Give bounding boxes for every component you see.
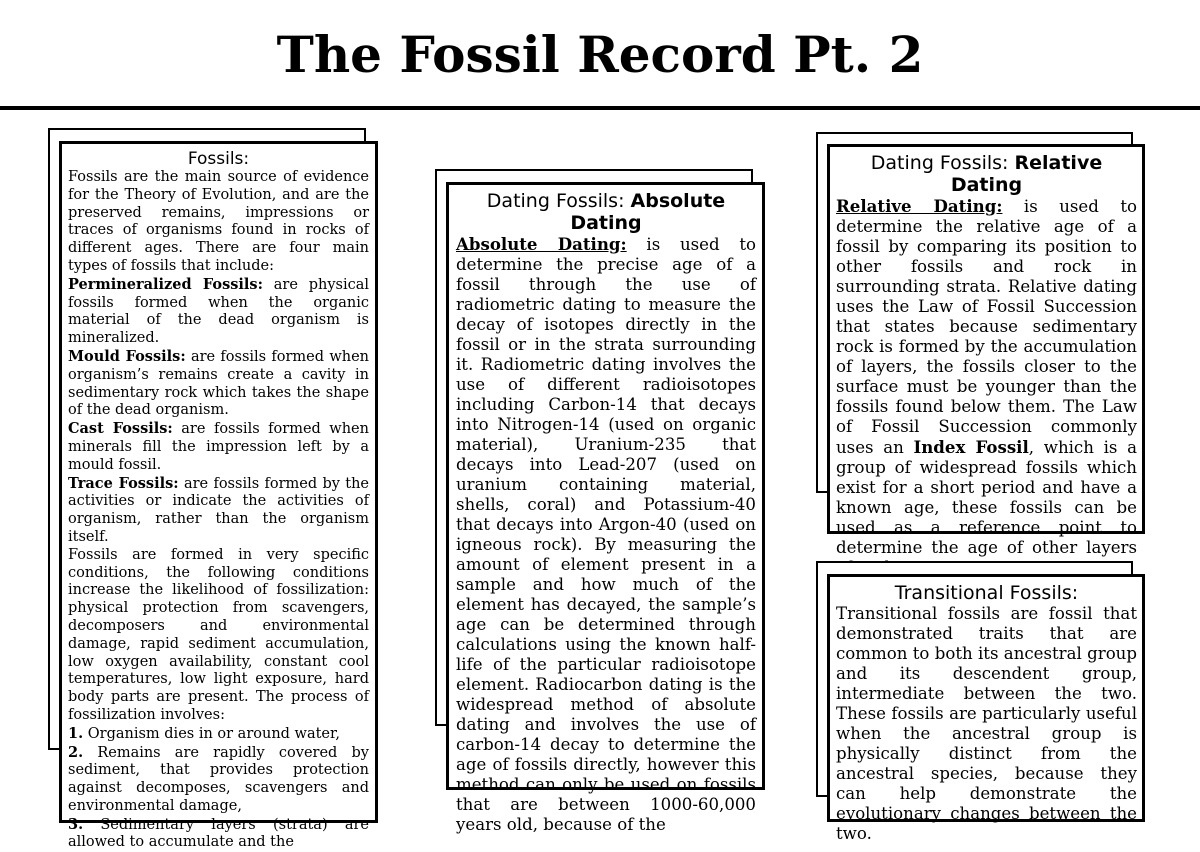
step-number: 2. (68, 743, 84, 761)
fossil-type-cast (68, 420, 369, 474)
heading-prefix: Dating Fossils: (486, 190, 631, 212)
fossils-conditions: Fossils are formed in very specific conditions, the following conditions increase the likelihood of fossilization: physical protection from scavengers, decomposers and environmental damage, rapid sediment accumulation, low oxygen availability, constant cool temperatures, low light exposure, hard body parts are present. The process of fossilization involves: (68, 546, 369, 723)
step-text: Remains are rapidly covered by sediment, that provides protection against decomposes, scavengers and environmental damage, (68, 744, 369, 814)
relative-text-continued: , which is a group of widespread fossils which exist for a short period and have a known age, these fossils can be used as a reference point to determine the age of other layers (836, 438, 1137, 557)
heading-emphasis: Absolute Dating (570, 190, 726, 234)
fossils-body (68, 169, 369, 852)
fossil-type-name: Mould Fossils: (68, 347, 186, 365)
relative-term: Relative Dating: (836, 196, 1003, 216)
relative-paragraph (836, 196, 1137, 578)
step-number: 3. (68, 815, 84, 833)
fossil-type-name: Trace Fossils: (68, 474, 179, 492)
fossil-type-text: are fossils formed when minerals fill the impression left by a mould fossil. (68, 421, 369, 473)
fossils-content (68, 149, 369, 852)
absolute-body (456, 234, 756, 835)
relative-text: is used to determine the relative age of a fossil by comparing its position to other fossils and rock in surrounding strata. Relative dating uses the Law of Fossil Succession that states because sedimentary rock is formed by the accumulation of layers, the fossils closer to the surface must be younger than the fossils found below them. The Law of Fossil Succession commonly uses an (836, 197, 1137, 457)
transitional-heading: Transitional Fossils: (894, 582, 1079, 604)
heading-emphasis: Relative Dating (950, 152, 1103, 196)
absolute-text: is used to determine the precise age of a fossil through the use of radiometric dating to measure the decay of isotopes directly in the fossil or in the strata surrounding it. Radiometric dating involves the use of different radioisotopes including Carbon-14 that decays into Nitrogen-14 (used on organic material), Uranium-235 that decays into Lead-207 (used on uranium containing material, shells, coral) and Potassium-40 that decays into Argon-40 (used on igneous rock). By measuring the amount of element present in a sample and how much of the element has decayed, the sample’s age can be determined through calculations using the known half-life of the particular radioisotope element. Radiocarbon dating is the widespread method of absolute dating and involves the use of carbon-14 decay to determine the age of fossils directly, however this method can only be used on fossils that are between 1000-60,000 years old, because of the (456, 235, 756, 834)
fossil-type-mould (68, 348, 369, 420)
fossilization-step (68, 744, 369, 816)
transitional-content (836, 582, 1137, 844)
page-title: The Fossil Record Pt. 2 (276, 25, 924, 84)
fossil-type-text: are physical fossils formed when the organic material of the dead organism is mineralized. (68, 276, 370, 347)
absolute-heading (456, 190, 756, 234)
fossil-type-text: are fossils formed when organism’s remains create a cavity in sedimentary rock which takes the shape of the dead organism. (68, 348, 369, 419)
fossil-type-name: Permineralized Fossils: (68, 275, 263, 293)
fossils-intro: Fossils are the main source of evidence for the Theory of Evolution, and are the preserved remains, impressions or traces of organisms found in rocks of different ages. There are four main types of fossils that include: (68, 169, 369, 274)
transitional-body (836, 604, 1137, 844)
step-text: Organism dies in or around water, (83, 725, 340, 742)
heading-prefix: Dating Fossils: (870, 152, 1015, 174)
fossil-type-trace (68, 475, 369, 547)
relative-body (836, 196, 1137, 578)
transitional-paragraph: Transitional fossils are fossil that demonstrated traits that are common to both its ancestral group and its descendent group, intermediate between the two. These fossils are particularly useful when the ancestral group is physically distinct from the ancestral species, because they can help demonstrate the evolutionary changes between the two. (836, 604, 1137, 843)
step-text: Sedimentary layers (strata) are allowed to accumulate and the (68, 816, 369, 851)
fossil-type-name: Cast Fossils: (68, 420, 173, 438)
fossil-type-text: are fossils formed by the activities or indicate the activities of organism, rather than the organism itself. (68, 475, 370, 545)
absolute-paragraph (456, 234, 756, 835)
absolute-content (456, 190, 756, 835)
fossilization-step (68, 725, 369, 744)
relative-content (836, 152, 1137, 557)
title-divider (0, 106, 1200, 110)
fossils-heading: Fossils: (187, 149, 250, 169)
fossil-type-permineralized (68, 276, 369, 348)
absolute-term: Absolute Dating: (456, 234, 627, 254)
relative-heading (836, 152, 1137, 196)
fossilization-step (68, 816, 369, 852)
step-number: 1. (68, 724, 84, 742)
index-fossil-term: Index Fossil (913, 437, 1029, 457)
